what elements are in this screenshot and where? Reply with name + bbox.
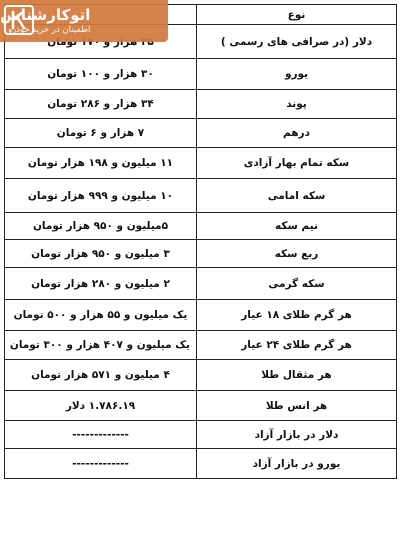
row-price: ------------- — [5, 449, 197, 479]
table-row — [5, 268, 397, 300]
row-type: ربع سکه — [197, 240, 397, 268]
row-type: هر گرم طلای ۲۴ عیار — [197, 331, 397, 360]
table-row — [5, 148, 397, 179]
table-row — [5, 300, 397, 331]
row-price: ۲ میلیون و ۲۸۰ هزار تومان — [5, 268, 197, 300]
table-row — [5, 240, 397, 268]
row-type: دلار در بازار آزاد — [197, 421, 397, 449]
row-price: ۷ هزار و ۶ تومان — [5, 119, 197, 148]
row-type: یورو — [197, 59, 397, 90]
row-type: پوند — [197, 90, 397, 119]
table-row — [5, 59, 397, 90]
header-type: نوع — [197, 5, 397, 25]
row-price: ------------- — [5, 421, 197, 449]
table-row — [5, 213, 397, 240]
row-type: سکه امامی — [197, 179, 397, 213]
row-type: درهم — [197, 119, 397, 148]
table-row — [5, 119, 397, 148]
row-type: هر گرم طلای ۱۸ عیار — [197, 300, 397, 331]
brand-name: اتوکارشناس — [0, 5, 91, 24]
row-price: ۱۱ میلیون و ۱۹۸ هزار تومان — [5, 148, 197, 179]
row-type: سکه تمام بهار آزادی — [197, 148, 397, 179]
row-type: یورو در بازار آزاد — [197, 449, 397, 479]
row-price: ۴ میلیون و ۵۷۱ هزار تومان — [5, 360, 197, 391]
row-price: ۱.۷۸۶.۱۹ دلار — [5, 391, 197, 421]
brand-tagline: اطمینان در خرید خودرو — [7, 24, 91, 35]
row-type: نیم سکه — [197, 213, 397, 240]
row-price: ۳ میلیون و ۹۵۰ هزار تومان — [5, 240, 197, 268]
brand-banner — [0, 0, 168, 42]
table-row — [5, 421, 397, 449]
row-price: ۵میلیون و ۹۵۰ هزار تومان — [5, 213, 197, 240]
table-row — [5, 179, 397, 213]
table-row — [5, 391, 397, 421]
row-price: ۳۴ هزار و ۲۸۶ تومان — [5, 90, 197, 119]
table-row — [5, 90, 397, 119]
row-type: هر مثقال طلا — [197, 360, 397, 391]
price-table — [4, 4, 397, 479]
row-price: یک میلیون و ۵۵ هزار و ۵۰۰ تومان — [5, 300, 197, 331]
row-type: دلار (در صرافی های رسمی ) — [197, 25, 397, 59]
table-row — [5, 449, 397, 479]
row-price: ۱۰ میلیون و ۹۹۹ هزار تومان — [5, 179, 197, 213]
table-row — [5, 360, 397, 391]
row-price: یک میلیون و ۴۰۷ هزار و ۳۰۰ تومان — [5, 331, 197, 360]
row-type: سکه گرمی — [197, 268, 397, 300]
row-type: هر انس طلا — [197, 391, 397, 421]
table-row — [5, 331, 397, 360]
row-price: ۳۰ هزار و ۱۰۰ تومان — [5, 59, 197, 90]
